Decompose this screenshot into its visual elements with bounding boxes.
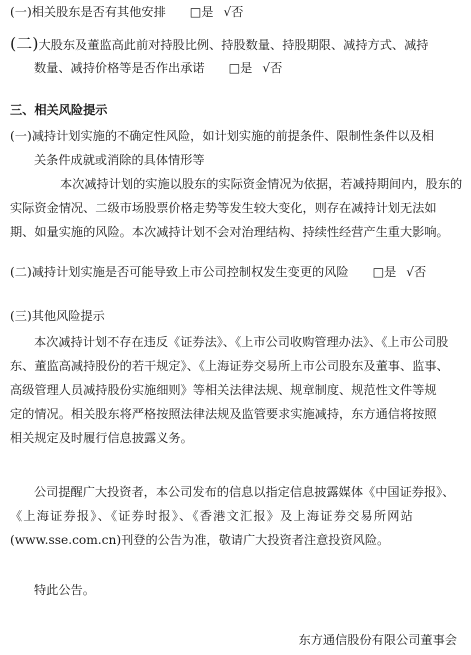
item2-row-2 bbox=[34, 60, 282, 76]
risk2-row bbox=[10, 264, 426, 280]
item1-label: (一)相关股东是否有其他安排 bbox=[10, 5, 166, 19]
risk1-para-line1: 本次减持计划的实施以股东的实际资金情况为依据，若减持期间内，股东的 bbox=[60, 177, 463, 191]
risk1-para-line2: 实际资金情况、二级市场股票价格走势等发生较大变化，则存在减持计划无法如 bbox=[10, 201, 437, 215]
closing-text: 特此公告。 bbox=[34, 583, 95, 597]
item2-option-no: √否 bbox=[262, 61, 283, 75]
signature: 东方通信股份有限公司董事会 bbox=[298, 633, 457, 647]
reminder-line1: 公司提醒广大投资者，本公司发布的信息以指定信息披露媒体《中国证券报》、 bbox=[34, 485, 455, 499]
risk3-para-line5: 相关规定及时履行信息披露义务。 bbox=[10, 431, 193, 445]
item2-option-yes: □是 bbox=[228, 61, 253, 75]
reminder-line2: 《上海证券报》、《证券时报》、《香港文汇报》及上海证券交易所网站 bbox=[10, 509, 414, 523]
risk3-para-line2: 东、董监高减持股份的若干规定》、《上海证券交易所上市公司股东及董事、监事、 bbox=[10, 359, 449, 373]
risk3-heading: (三)其他风险提示 bbox=[10, 309, 105, 323]
item1-option-yes: □是 bbox=[189, 5, 214, 19]
item2-row bbox=[10, 36, 429, 53]
risk3-para-line3: 高级管理人员减持股份实施细则》等相关法律法规、规章制度、规范性文件等规 bbox=[10, 383, 437, 397]
reminder-line3: (www.sse.com.cn)刊登的公告为准，敬请广大投资者注意投资风险。 bbox=[10, 533, 390, 547]
risk1-para-line3: 期、如量实施的风险。本次减持计划不会对治理结构、持续性经营产生重大影响。 bbox=[10, 225, 449, 239]
item2-label-line1: 大股东及董监高此前对持股比例、持股数量、持股期限、减持方式、减持 bbox=[38, 38, 429, 52]
risk2-option-yes: □是 bbox=[372, 265, 397, 279]
item2-bracket: (二) bbox=[10, 34, 39, 53]
risk2-option-no: √否 bbox=[406, 265, 427, 279]
risk3-para-line1: 本次减持计划不存在违反《证券法》、《上市公司收购管理办法》、《上市公司股 bbox=[34, 335, 449, 349]
risk3-para-line4: 定的情况。相关股东将严格按照法律法规及监管要求实施减持，东方通信将按照 bbox=[10, 407, 437, 421]
item1-option-no: √否 bbox=[223, 5, 244, 19]
risk1-heading-line1: (一)减持计划实施的不确定性风险，如计划实施的前提条件、限制性条件以及相 bbox=[10, 129, 434, 143]
item1-row bbox=[10, 4, 243, 20]
risk2-label: (二)减持计划实施是否可能导致上市公司控制权发生变更的风险 bbox=[10, 265, 349, 279]
item2-label-line2: 数量、减持价格等是否作出承诺 bbox=[34, 61, 205, 75]
risk1-heading-line2: 关条件成就或消除的具体情形等 bbox=[34, 153, 205, 167]
section3-heading: 三、相关风险提示 bbox=[10, 103, 108, 117]
